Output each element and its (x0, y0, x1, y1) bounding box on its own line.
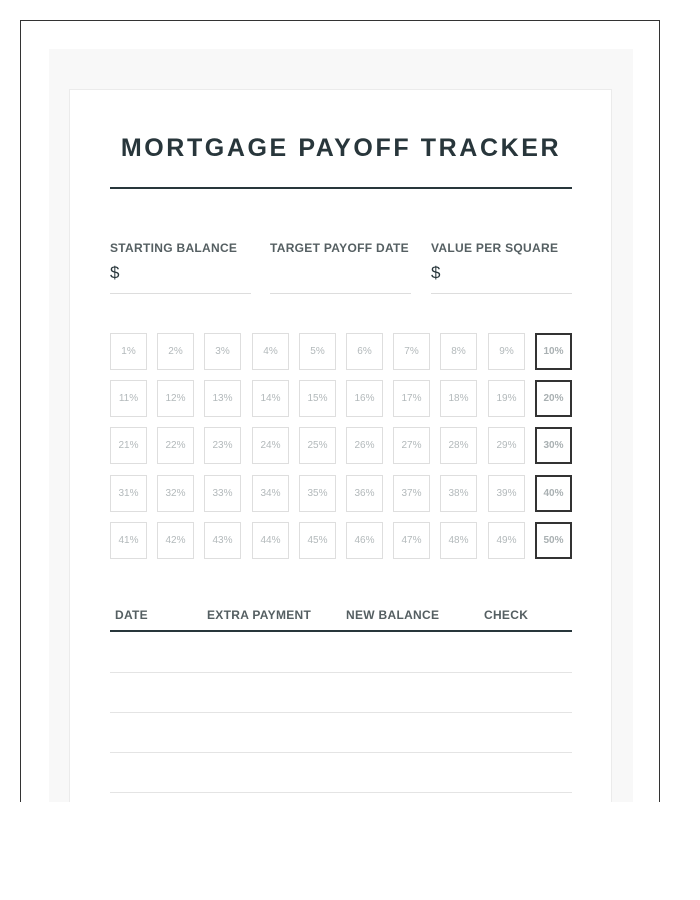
progress-square[interactable]: 27% (393, 427, 430, 464)
progress-square[interactable]: 47% (393, 522, 430, 559)
progress-square[interactable]: 45% (299, 522, 336, 559)
value-per-square-field[interactable] (431, 241, 572, 294)
progress-square[interactable]: 42% (157, 522, 194, 559)
progress-square[interactable]: 38% (440, 475, 477, 512)
progress-square[interactable]: 23% (204, 427, 241, 464)
progress-square[interactable]: 5% (299, 333, 336, 370)
progress-square[interactable]: 48% (440, 522, 477, 559)
progress-square[interactable]: 37% (393, 475, 430, 512)
progress-square[interactable]: 34% (252, 475, 289, 512)
progress-square[interactable]: 1% (110, 333, 147, 370)
progress-square[interactable]: 12% (157, 380, 194, 417)
progress-square[interactable]: 24% (252, 427, 289, 464)
progress-square[interactable]: 20% (535, 380, 572, 417)
progress-square[interactable]: 11% (110, 380, 147, 417)
progress-square[interactable]: 7% (393, 333, 430, 370)
target-payoff-date-label: TARGET PAYOFF DATE (270, 241, 409, 255)
progress-square[interactable]: 35% (299, 475, 336, 512)
progress-square[interactable]: 2% (157, 333, 194, 370)
title-divider (110, 187, 572, 189)
progress-square[interactable]: 9% (488, 333, 525, 370)
progress-square[interactable]: 13% (204, 380, 241, 417)
table-row[interactable] (110, 712, 572, 713)
target-payoff-date-field[interactable] (270, 241, 411, 294)
progress-square[interactable]: 3% (204, 333, 241, 370)
progress-square[interactable]: 49% (488, 522, 525, 559)
progress-square[interactable]: 36% (346, 475, 383, 512)
progress-square[interactable]: 15% (299, 380, 336, 417)
payment-table-header (110, 606, 572, 632)
starting-balance-value[interactable]: $ (110, 263, 120, 282)
progress-square[interactable]: 6% (346, 333, 383, 370)
progress-square[interactable]: 16% (346, 380, 383, 417)
progress-square[interactable]: 29% (488, 427, 525, 464)
tracker-sheet (69, 89, 612, 802)
table-row[interactable] (110, 792, 572, 793)
progress-square[interactable]: 14% (252, 380, 289, 417)
column-header-extra-payment: EXTRA PAYMENT (207, 608, 312, 622)
column-header-date: DATE (115, 608, 148, 622)
progress-square[interactable]: 33% (204, 475, 241, 512)
progress-square[interactable]: 26% (346, 427, 383, 464)
progress-square[interactable]: 50% (535, 522, 572, 559)
progress-square[interactable]: 17% (393, 380, 430, 417)
progress-square[interactable]: 46% (346, 522, 383, 559)
progress-square[interactable]: 4% (252, 333, 289, 370)
progress-square[interactable]: 25% (299, 427, 336, 464)
progress-square[interactable]: 40% (535, 475, 572, 512)
progress-square[interactable]: 21% (110, 427, 147, 464)
column-header-check: CHECK (484, 608, 529, 622)
progress-square[interactable]: 22% (157, 427, 194, 464)
progress-square[interactable]: 44% (252, 522, 289, 559)
progress-square[interactable]: 41% (110, 522, 147, 559)
starting-balance-label: STARTING BALANCE (110, 241, 238, 255)
table-row[interactable] (110, 752, 572, 753)
value-per-square-label: VALUE PER SQUARE (431, 241, 559, 255)
progress-square[interactable]: 18% (440, 380, 477, 417)
table-row[interactable] (110, 672, 572, 673)
progress-square[interactable]: 30% (535, 427, 572, 464)
progress-square[interactable]: 19% (488, 380, 525, 417)
progress-square[interactable]: 31% (110, 475, 147, 512)
progress-square[interactable]: 10% (535, 333, 572, 370)
value-per-square-value[interactable]: $ (431, 263, 441, 282)
page-title: MORTGAGE PAYOFF TRACKER (120, 134, 562, 162)
starting-balance-field[interactable] (110, 241, 251, 294)
progress-square[interactable]: 28% (440, 427, 477, 464)
column-header-new-balance: NEW BALANCE (346, 608, 440, 622)
progress-square[interactable]: 39% (488, 475, 525, 512)
progress-square[interactable]: 43% (204, 522, 241, 559)
progress-square[interactable]: 32% (157, 475, 194, 512)
progress-square[interactable]: 8% (440, 333, 477, 370)
